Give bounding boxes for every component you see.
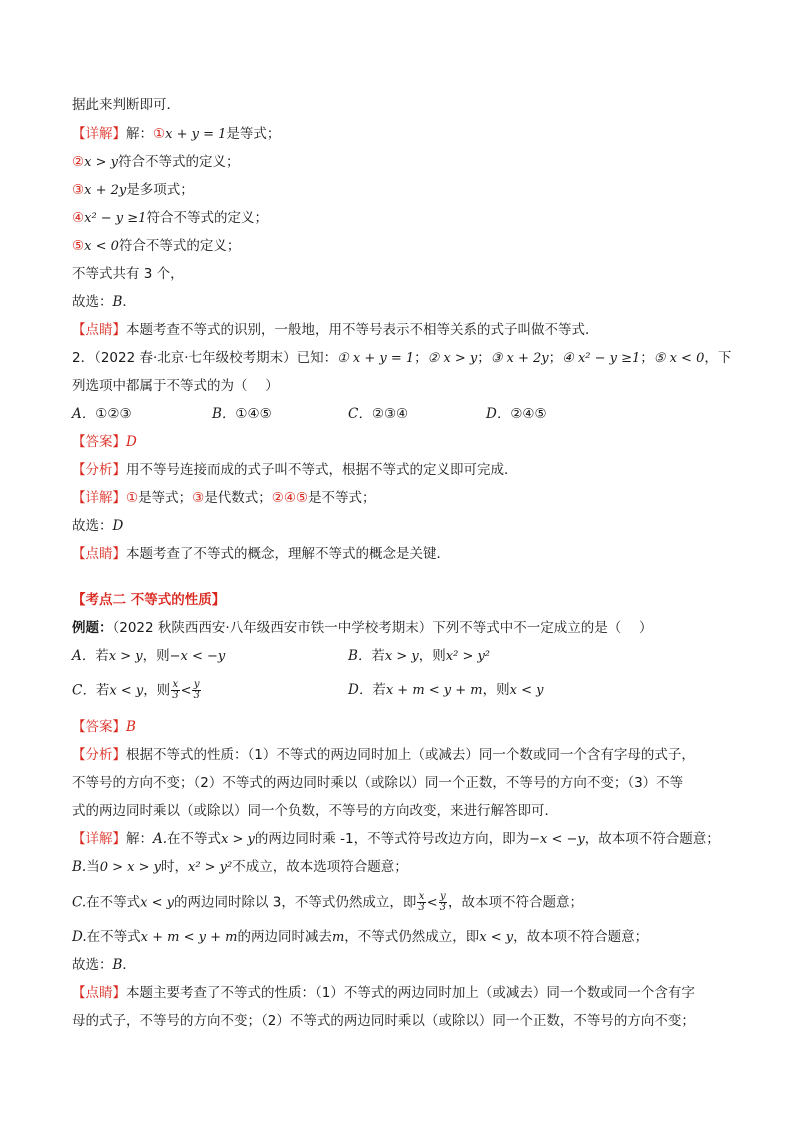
circled-mark: ④ xyxy=(72,210,85,226)
fraction-numerator: y xyxy=(193,679,200,690)
example-analysis-1 xyxy=(72,745,695,765)
block1-item-4 xyxy=(72,208,268,229)
detail-text: 不成立，故本选项符合题意； xyxy=(232,859,408,875)
detail-text: ，故本项不符合题意； xyxy=(513,929,649,945)
q2-option-a xyxy=(72,404,132,424)
option-text: ，则 xyxy=(418,648,446,664)
comment-label: 【点睛】 xyxy=(72,546,126,562)
detail-letter: A. xyxy=(153,831,168,847)
detail-text: ，不等式仍然成立，即 xyxy=(344,929,480,945)
fraction-denominator: 3 xyxy=(439,902,447,913)
example-analysis-2: 不等号的方向不变；（2）不等式的两边同时乘以（或除以）同一个正数，不等号的方向不变；（3）不等 xyxy=(72,775,684,791)
option-text: 若 xyxy=(95,648,109,664)
q2-option-c xyxy=(348,404,408,424)
choice-suffix: ． xyxy=(122,294,136,310)
detail-text: 当 xyxy=(86,859,100,875)
option-text: 若 xyxy=(371,648,385,664)
block1-item-3 xyxy=(72,180,194,201)
q2-answer xyxy=(72,432,137,452)
fraction-x-over-3 xyxy=(171,680,179,701)
less-than-sign: < xyxy=(426,895,438,911)
choice-letter: D xyxy=(112,518,124,534)
math-expr: x < y xyxy=(509,683,544,698)
detail-label: 【详解】 xyxy=(72,831,126,847)
math-expr: x + 2y xyxy=(84,183,127,198)
separator: ； xyxy=(477,350,491,366)
block1-item-2 xyxy=(72,152,239,173)
choice-suffix: ． xyxy=(122,957,136,973)
detail-text: 的两边同时除以 3，不等式仍然成立，即 xyxy=(173,894,417,911)
option-letter: C． xyxy=(72,682,96,699)
option-letter: B． xyxy=(212,406,236,422)
detail-text: 在不等式 xyxy=(86,894,141,911)
circled-mark: ③ xyxy=(72,182,85,198)
detail-text: ，故本项不符合题意； xyxy=(448,894,584,911)
section-title: 【考点二 不等式的性质】 xyxy=(72,592,226,608)
q2-comment xyxy=(72,544,450,564)
example-detail-c xyxy=(72,892,583,914)
example-detail-b xyxy=(72,857,408,878)
fraction-numerator: x xyxy=(418,891,425,902)
circled-mark: ⑤ xyxy=(72,238,85,254)
q2-source: （2022 春·北京·七年级校考期末）已知： xyxy=(94,350,338,366)
fraction-denominator: 3 xyxy=(418,902,425,913)
math-expr: x² > y² xyxy=(445,649,491,664)
item-text: 是多项式； xyxy=(126,182,194,198)
q2-item: ② x > y xyxy=(427,351,478,366)
math-expr: 0 > x > y xyxy=(99,860,161,875)
answer-label: 【答案】 xyxy=(72,434,126,450)
analysis-text: 根据不等式的性质：（1）不等式的两边同时加上（或减去）同一个数或同一个含有字母的式子， xyxy=(126,747,695,763)
option-letter: C． xyxy=(348,406,372,422)
q2-option-b xyxy=(212,404,272,424)
q2-detail xyxy=(72,488,376,508)
option-text: ①②③ xyxy=(95,406,132,422)
detail-text: 在不等式 xyxy=(167,831,222,847)
block1-item-5 xyxy=(72,236,240,257)
comment-text: 本题考查不等式的识别，一般地，用不等号表示不相等关系的式子叫做不等式． xyxy=(126,322,599,338)
intro-tail: 据此来判断即可． xyxy=(72,97,180,113)
fraction-denominator: 3 xyxy=(193,690,200,701)
less-than-sign: < xyxy=(180,683,192,699)
detail-label: 【详解】 xyxy=(72,490,126,506)
q2-stem-line2: 列选项中都属于不等式的为（ ） xyxy=(72,378,279,394)
example-choice xyxy=(72,955,136,975)
math-expr: x < y xyxy=(109,683,144,699)
example-detail-a xyxy=(72,829,720,850)
math-expr: x < 0 xyxy=(84,239,119,254)
choice-letter: B xyxy=(112,294,123,310)
choice-prefix: 故选： xyxy=(72,294,113,310)
example-text: （2022 秋陕西西安·八年级西安市铁一中学校考期末）下列不等式中不一定成立的是（ ） xyxy=(112,620,653,636)
option-letter: B． xyxy=(348,648,372,664)
option-text: ②④⑤ xyxy=(510,406,547,422)
choice-letter: B xyxy=(112,957,123,973)
detail-text: 是等式； xyxy=(138,490,193,506)
math-expr: x > y xyxy=(84,155,118,170)
math-expr: x + m < y + m xyxy=(140,930,238,945)
fraction-y-over-3 xyxy=(439,892,447,913)
fraction-numerator: x xyxy=(172,679,179,690)
comment-text: 本题考查了不等式的概念，理解不等式的概念是关键． xyxy=(126,546,450,562)
fraction-y-over-3 xyxy=(192,680,200,701)
example-comment-2: 母的式子，不等号的方向不变；（2）不等式的两边同时乘以（或除以）同一个正数，不等号的方向不变； xyxy=(72,1013,695,1029)
option-letter: D． xyxy=(348,682,373,698)
math-expr: x < y xyxy=(479,930,514,945)
example-detail-d xyxy=(72,927,648,948)
q2-stem-line1 xyxy=(72,348,731,369)
answer-label: 【答案】 xyxy=(72,719,126,735)
option-letter: A． xyxy=(72,406,96,422)
block1-choice xyxy=(72,292,136,312)
option-text: 若 xyxy=(95,682,110,699)
q2-number: 2． xyxy=(72,350,95,366)
choice-prefix: 故选： xyxy=(72,518,113,534)
example-stem xyxy=(72,618,652,638)
separator: ； xyxy=(640,350,654,366)
block1-comment xyxy=(72,320,599,340)
math-expr: −x < −y xyxy=(169,649,226,664)
detail-letter: B. xyxy=(72,859,87,875)
circled-mark: ② xyxy=(72,154,85,170)
answer-value: B xyxy=(126,719,136,735)
option-text: ，则 xyxy=(482,682,510,698)
math-expr: x > y xyxy=(108,649,143,664)
detail-text: 时， xyxy=(160,859,188,875)
detail-label: 【详解】 xyxy=(72,126,126,142)
math-expr: x + y = 1 xyxy=(165,127,227,142)
fraction-x-over-3 xyxy=(417,892,425,913)
detail-letter: D. xyxy=(72,929,87,945)
answer-value: D xyxy=(126,434,137,450)
detail-text: 在不等式 xyxy=(86,929,141,945)
math-expr: x > y xyxy=(384,649,419,664)
comment-text: 本题主要考查了不等式的性质：（1）不等式的两边同时加上（或减去）同一个数或同一个含有字 xyxy=(126,985,695,1001)
q2-choice xyxy=(72,516,123,536)
q2-analysis xyxy=(72,460,518,480)
circled-mark: ③ xyxy=(192,490,205,506)
fraction-numerator: y xyxy=(440,891,446,902)
example-option-d xyxy=(348,680,543,701)
q2-item: ③ x + 2y xyxy=(490,351,549,366)
q2-item: ④ x² − y ≥1 xyxy=(562,351,641,366)
option-text: ②③④ xyxy=(371,406,409,422)
separator: ； xyxy=(414,350,428,366)
example-comment-1 xyxy=(72,983,695,1003)
q2-item: ⑤ x < 0 xyxy=(653,351,705,366)
circled-mark: ②④⑤ xyxy=(271,490,309,506)
example-analysis-3: 式的两边同时乘以（或除以）同一个负数，不等号的方向改变，来进行解答即可． xyxy=(72,803,558,819)
analysis-label: 【分析】 xyxy=(72,747,126,763)
detail-letter: C. xyxy=(72,894,87,911)
math-expr: x < y xyxy=(140,895,174,911)
option-letter: D． xyxy=(486,406,511,422)
block1-count: 不等式共有 3 个， xyxy=(72,266,184,282)
detail-text: ，故本项不符合题意； xyxy=(584,831,720,847)
separator: ； xyxy=(548,350,563,366)
math-expr: x + m < y + m xyxy=(385,683,483,698)
detail-text: 是不等式； xyxy=(308,490,376,506)
circled-mark: ① xyxy=(153,126,166,142)
example-option-b xyxy=(348,646,490,667)
choice-prefix: 故选： xyxy=(72,957,113,973)
item-text: 符合不等式的定义； xyxy=(118,238,241,254)
example-option-a xyxy=(72,646,225,667)
example-label: 例题： xyxy=(72,620,113,636)
q2-option-d xyxy=(486,404,547,424)
item-text: 是等式； xyxy=(226,126,281,142)
option-text: ，则 xyxy=(143,682,171,699)
detail-text: 是代数式； xyxy=(204,490,272,506)
comment-label: 【点睛】 xyxy=(72,322,126,338)
option-text: 若 xyxy=(372,682,386,698)
option-text: ①④⑤ xyxy=(235,406,272,422)
example-answer xyxy=(72,717,136,737)
example-option-c xyxy=(72,680,202,702)
fraction-denominator: 3 xyxy=(172,690,179,701)
q2-item: ① x + y = 1 xyxy=(337,351,415,366)
comment-label: 【点睛】 xyxy=(72,985,126,1001)
math-expr: x² − y ≥1 xyxy=(84,211,147,226)
option-letter: A． xyxy=(72,648,96,664)
math-expr: x² > y² xyxy=(187,860,233,875)
block1-detail-line xyxy=(72,124,280,145)
item-text: 符合不等式的定义； xyxy=(146,210,268,226)
option-text: ，则 xyxy=(142,648,170,664)
item-text: 符合不等式的定义； xyxy=(117,154,240,170)
detail-text: 的两边同时减去 xyxy=(237,929,332,945)
analysis-label: 【分析】 xyxy=(72,462,126,478)
detail-text: 解： xyxy=(126,831,153,847)
math-expr: x > y xyxy=(221,832,255,847)
separator: ，下 xyxy=(704,350,732,366)
math-expr: −x < −y xyxy=(529,832,585,847)
analysis-text: 用不等号连接而成的式子叫不等式，根据不等式的定义即可完成． xyxy=(126,462,518,478)
circled-mark: ① xyxy=(126,490,139,506)
detail-jie: 解： xyxy=(126,126,153,142)
detail-text: 的两边同时乘 -1，不等式符号改边方向，即为 xyxy=(254,831,530,847)
math-expr: m xyxy=(331,930,345,945)
